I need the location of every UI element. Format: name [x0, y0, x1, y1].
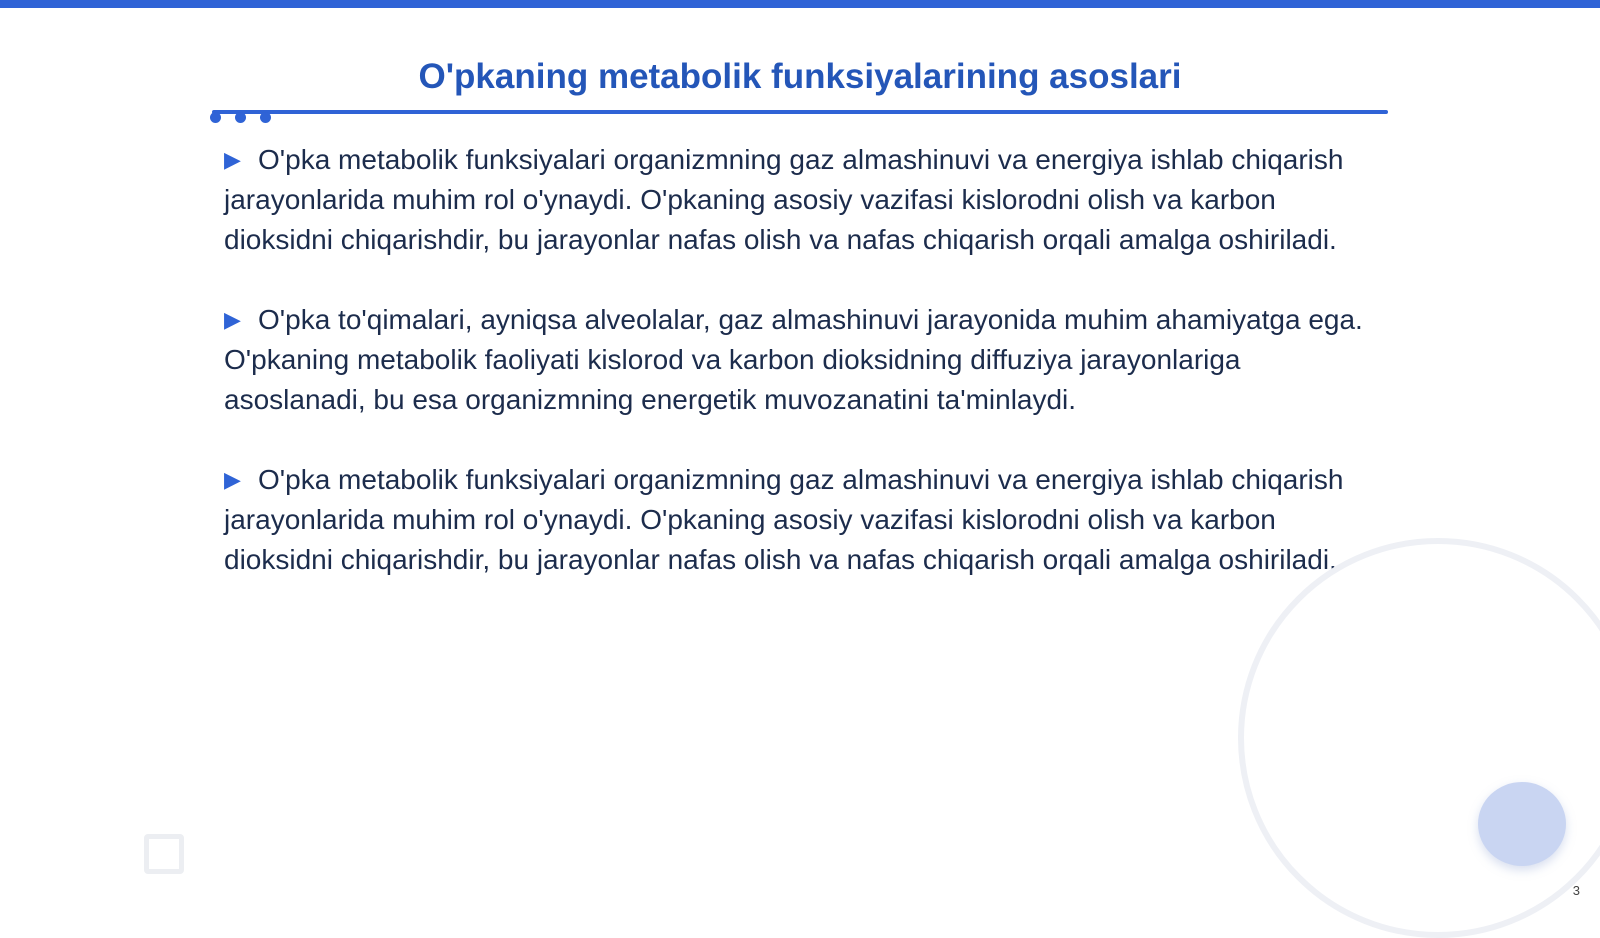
paragraph-text: O'pka to'qimalari, ayniqsa alveolalar, gaz almashinuvi jarayonida muhim ahamiyatga ega. O'pkaning metabolik faoliyati kislorod va karbon dioksidning diffuziya jarayonlariga asoslanadi, bu esa organizmning energetik muvozanatini ta'minlaydi. [224, 304, 1363, 415]
decorative-square [144, 834, 184, 874]
underline-dot [210, 112, 221, 123]
paragraph-text: O'pka metabolik funksiyalari organizmning gaz almashinuvi va energiya ishlab chiqarish jarayonlarida muhim rol o'ynaydi. O'pkaning asosiy vazifasi kislorodni olish va karbon dioksidni chiqarishdir, bu jarayonlar nafas olish va nafas chiqarish orqali amalga oshiriladi. [224, 144, 1344, 255]
bullet-arrow-icon: ▶ [224, 467, 241, 492]
top-accent-bar [0, 0, 1600, 8]
page-number: 3 [1572, 883, 1580, 898]
underline-dot [235, 112, 246, 123]
bullet-arrow-icon: ▶ [224, 307, 241, 332]
slide-title: O'pkaning metabolik funksiyalarining asoslari [418, 57, 1182, 96]
bullet-paragraph [224, 300, 1374, 420]
bullet-arrow-icon: ▶ [224, 147, 241, 172]
title-underline [212, 110, 1388, 114]
bullet-paragraph [224, 460, 1374, 580]
paragraph-text: O'pka metabolik funksiyalari organizmning gaz almashinuvi va energiya ishlab chiqarish jarayonlarida muhim rol o'ynaydi. O'pkaning asosiy vazifasi kislorodni olish va karbon dioksidni chiqarishdir, bu jarayonlar nafas olish va nafas chiqarish orqali amalga oshiriladi. [224, 464, 1344, 575]
bullet-paragraph [224, 140, 1374, 260]
decorative-circle [1478, 782, 1566, 866]
underline-dot [260, 112, 271, 123]
slide-body [224, 140, 1374, 620]
